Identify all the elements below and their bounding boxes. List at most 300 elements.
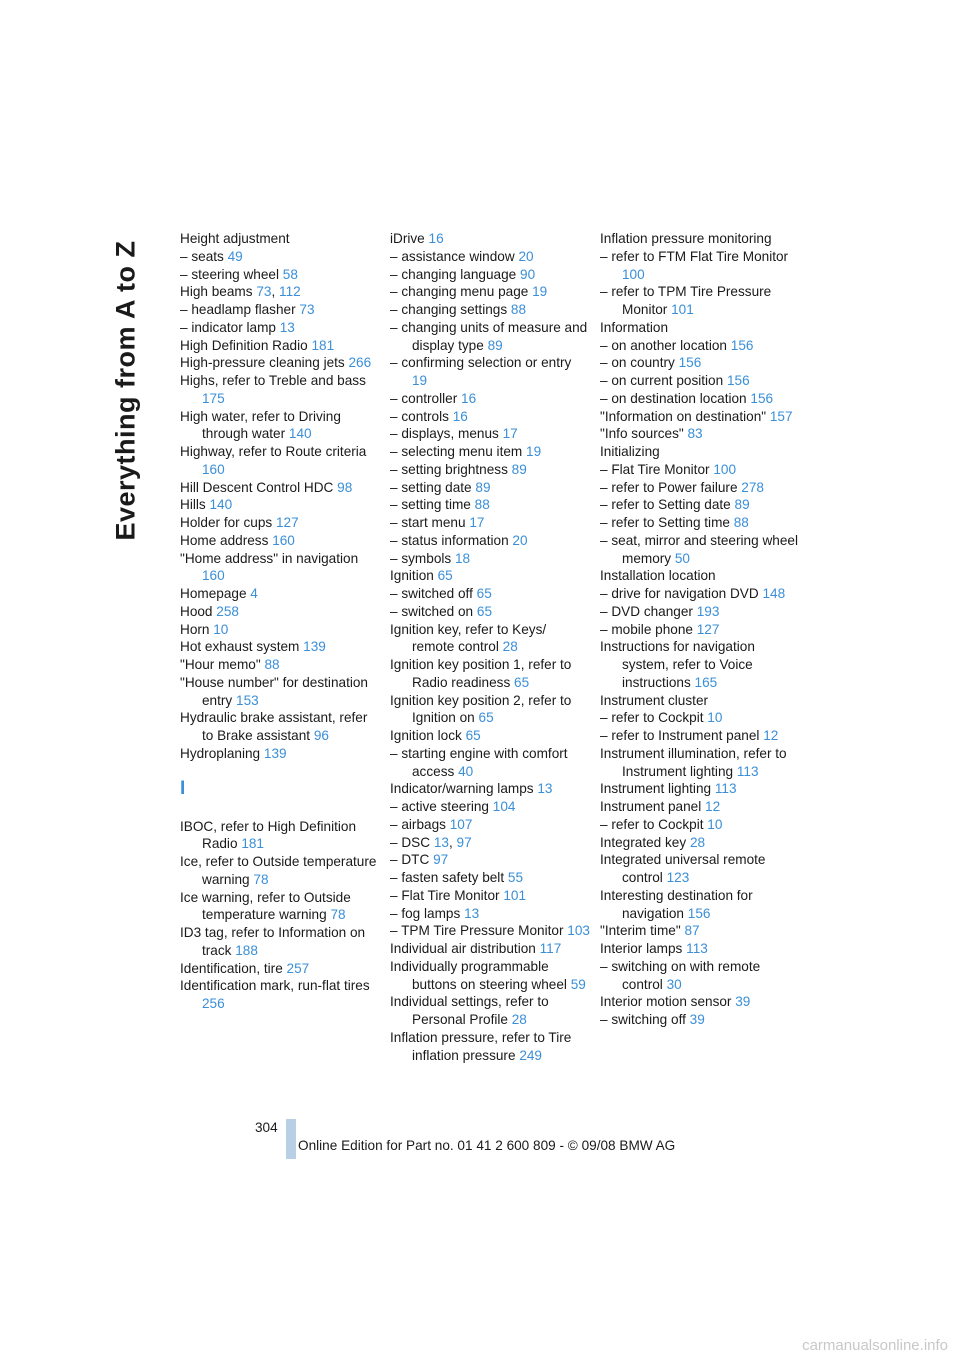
index-entry bbox=[180, 514, 380, 532]
page-ref-link[interactable]: 87 bbox=[684, 923, 700, 939]
index-entry-text: Integrated key bbox=[600, 834, 687, 850]
index-entry bbox=[390, 585, 590, 603]
index-entry bbox=[600, 834, 800, 852]
index-entry-text: – setting date bbox=[390, 479, 472, 495]
index-entry-text: Highway, refer to Route criteria bbox=[180, 444, 367, 459]
index-entry-text: Interior lamps bbox=[600, 941, 683, 956]
index-entry bbox=[180, 818, 380, 854]
index-entry bbox=[600, 851, 800, 887]
index-entry-text: – fog lamps bbox=[390, 905, 461, 921]
index-entry bbox=[180, 656, 380, 674]
page-ref-link[interactable]: 20 bbox=[518, 248, 534, 264]
index-entry-text: Hydraulic brake assistant, refer to Brake assistant bbox=[180, 710, 368, 743]
index-entry-text: – confirming selection or entry bbox=[390, 355, 572, 371]
index-entry bbox=[390, 887, 590, 905]
page-ref-link[interactable]: 153 bbox=[236, 692, 259, 708]
index-entry-text: Installation location bbox=[600, 568, 716, 584]
index-entry-text: – selecting menu item bbox=[390, 444, 523, 459]
page-ref-link[interactable]: 156 bbox=[726, 373, 750, 388]
section-title-text: Everything from A to Z bbox=[110, 239, 141, 541]
watermark: carmanualsonline.info bbox=[802, 1337, 948, 1354]
index-entry bbox=[180, 443, 380, 479]
index-entry bbox=[600, 1011, 800, 1029]
page-ref-link[interactable]: 98 bbox=[337, 479, 353, 495]
page-ref-link[interactable]: 193 bbox=[696, 603, 720, 619]
index-entry-text: High beams bbox=[180, 284, 253, 300]
index-entry bbox=[390, 727, 590, 745]
index-entry-text: "Info sources" bbox=[600, 426, 684, 442]
page-ref-link[interactable]: 18 bbox=[454, 550, 471, 566]
index-column-2 bbox=[390, 230, 590, 1064]
index-entry bbox=[600, 461, 800, 479]
index-entry bbox=[600, 798, 800, 816]
index-entry-text: "Hour memo" bbox=[180, 657, 261, 672]
page-ref-link[interactable]: 97 bbox=[456, 834, 472, 850]
index-entry-text: – setting time bbox=[390, 497, 471, 513]
index-entry bbox=[180, 496, 380, 514]
page-number: 304 bbox=[255, 1120, 278, 1135]
page-ref-link[interactable]: 100 bbox=[713, 461, 737, 477]
page-ref-link[interactable]: 148 bbox=[762, 586, 786, 601]
index-entry-text: – seat, mirror and steering wheel memory bbox=[600, 532, 798, 566]
index-entry-text: – status information bbox=[390, 532, 509, 548]
index-entry-text: Ice, refer to Outside temperature warning bbox=[180, 854, 377, 887]
page-ref-link[interactable]: 103 bbox=[567, 923, 590, 939]
index-entry-text: – DVD changer bbox=[600, 603, 693, 619]
page-ref-link[interactable]: 139 bbox=[263, 745, 287, 761]
index-entry-text: – refer to TPM Tire Pressure Monitor bbox=[600, 284, 772, 317]
page-ref-link[interactable]: 58 bbox=[282, 266, 298, 282]
page-ref-link[interactable]: 28 bbox=[511, 1012, 527, 1027]
index-entry bbox=[180, 532, 380, 550]
page-ref-link[interactable]: 28 bbox=[689, 834, 706, 850]
page-ref-link[interactable]: 266 bbox=[348, 355, 372, 371]
index-entry bbox=[390, 354, 590, 390]
index-entry-text: – start menu bbox=[390, 515, 466, 530]
letter-heading: I bbox=[180, 777, 186, 799]
index-entry bbox=[390, 621, 590, 657]
index-entry bbox=[180, 408, 380, 444]
index-entry bbox=[600, 780, 800, 798]
index-entry bbox=[390, 656, 590, 692]
index-entry-text: Ignition lock bbox=[390, 728, 462, 743]
page-ref-link[interactable]: 30 bbox=[666, 976, 682, 992]
index-entry-text: – Flat Tire Monitor bbox=[390, 887, 500, 903]
page-ref-link[interactable]: 16 bbox=[461, 390, 477, 406]
index-entry-text: – on destination location bbox=[600, 390, 747, 406]
index-entry-text: Initializing bbox=[600, 444, 660, 459]
index-entry-text: Identification mark, run-flat tires bbox=[180, 978, 370, 994]
page-ref-link[interactable]: 40 bbox=[458, 763, 474, 779]
index-entry bbox=[390, 816, 590, 834]
page-ref-link[interactable]: 78 bbox=[330, 907, 346, 923]
index-entry-text: – refer to Setting time bbox=[600, 515, 730, 530]
index-entry bbox=[600, 230, 800, 248]
index-entry bbox=[180, 248, 380, 266]
page-ref-link[interactable]: 50 bbox=[674, 550, 690, 566]
index-column-1 bbox=[180, 230, 380, 1013]
index-entry bbox=[390, 922, 590, 940]
index-entry-text: Ignition key position 2, refer to Ignition on bbox=[390, 692, 572, 726]
index-entry-text: – refer to FTM Flat Tire Monitor bbox=[600, 248, 789, 264]
page-ref-link[interactable]: 13 bbox=[433, 834, 449, 850]
index-entry-text: Hill Descent Control HDC bbox=[180, 479, 334, 495]
index-entry bbox=[600, 603, 800, 621]
page-ref-link[interactable]: 157 bbox=[769, 408, 793, 424]
page-ref-link[interactable]: 165 bbox=[694, 674, 718, 690]
page-ref-link[interactable]: 10 bbox=[213, 621, 229, 637]
index-entry-text: Indicator/warning lamps bbox=[390, 781, 534, 797]
page-ref-link[interactable]: 127 bbox=[696, 621, 720, 637]
index-entry-text: – switching off bbox=[600, 1012, 686, 1027]
index-entry bbox=[600, 337, 800, 355]
index-entry bbox=[600, 727, 800, 745]
page-ref-link[interactable]: 156 bbox=[687, 905, 711, 921]
index-entry bbox=[390, 993, 590, 1029]
index-entry bbox=[390, 692, 590, 728]
index-entry bbox=[390, 567, 590, 585]
index-entry bbox=[390, 905, 590, 923]
index-entry-text: Individually programmable buttons on steering wheel bbox=[390, 958, 567, 992]
index-entry-text: – starting engine with comfort access bbox=[390, 745, 568, 779]
index-entry-text: – changing menu page bbox=[390, 284, 529, 300]
index-entry bbox=[600, 514, 800, 532]
index-entry bbox=[600, 567, 800, 585]
index-entry bbox=[390, 514, 590, 532]
index-entry-text: – DSC bbox=[390, 834, 431, 850]
index-entry-text: High Definition Radio bbox=[180, 337, 308, 353]
index-entry-text: Identification, tire bbox=[180, 960, 283, 976]
index-entry-text: Hood bbox=[180, 603, 213, 619]
page-ref-link[interactable]: 90 bbox=[520, 266, 536, 282]
page-ref-link[interactable]: 175 bbox=[202, 390, 225, 406]
page-ref-link[interactable]: 101 bbox=[503, 887, 527, 903]
index-entry bbox=[390, 461, 590, 479]
index-entry bbox=[180, 638, 380, 656]
page-ref-link[interactable]: 258 bbox=[216, 603, 239, 619]
page-ref-link[interactable]: 65 bbox=[465, 728, 481, 743]
index-entry-text: – active steering bbox=[390, 799, 489, 814]
index-entry bbox=[390, 798, 590, 816]
index-entry bbox=[180, 479, 380, 497]
index-entry-text: High-pressure cleaning jets bbox=[180, 355, 345, 371]
index-entry-text: – refer to Setting date bbox=[600, 497, 731, 513]
page-ref-link[interactable]: 16 bbox=[428, 231, 444, 246]
index-entry-text: – changing units of measure and display type bbox=[390, 319, 588, 353]
index-entry-text: – on current position bbox=[600, 373, 724, 388]
index-entry bbox=[600, 443, 800, 461]
index-entry bbox=[600, 372, 800, 390]
page-ref-link[interactable]: 65 bbox=[437, 568, 453, 584]
index-entry-text: "Home address" in navigation bbox=[180, 550, 359, 566]
index-entry bbox=[390, 479, 590, 497]
page-ref-link[interactable]: 12 bbox=[763, 728, 779, 743]
index-entry-text: – controller bbox=[390, 390, 458, 406]
index-entry-text: – Flat Tire Monitor bbox=[600, 461, 710, 477]
page-ref-link[interactable]: 278 bbox=[741, 479, 764, 495]
index-entry bbox=[390, 408, 590, 426]
index-entry-text: Individual air distribution bbox=[390, 941, 536, 956]
index-entry-text: – indicator lamp bbox=[180, 319, 276, 335]
page-ref-link[interactable]: 89 bbox=[511, 461, 527, 477]
page-ref-link[interactable]: 13 bbox=[464, 905, 480, 921]
index-entry bbox=[600, 621, 800, 639]
footer-edition-text: Online Edition for Part no. 01 41 2 600 809 - © 09/08 BMW AG bbox=[298, 1138, 676, 1153]
page-ref-link[interactable]: 88 bbox=[733, 515, 749, 530]
page-ref-link[interactable]: 181 bbox=[311, 337, 335, 353]
index-entry bbox=[180, 550, 380, 586]
page-ref-link[interactable]: 107 bbox=[449, 816, 473, 832]
index-entry bbox=[180, 621, 380, 639]
page-ref-link[interactable]: 65 bbox=[514, 674, 530, 690]
index-entry bbox=[180, 745, 380, 763]
index-entry bbox=[390, 248, 590, 266]
index-entry bbox=[600, 390, 800, 408]
page-ref-link[interactable]: 160 bbox=[272, 532, 295, 548]
page-ref-link[interactable]: 65 bbox=[476, 586, 492, 601]
index-entry-text: – switching on with remote control bbox=[600, 958, 761, 992]
page-ref-link[interactable]: 140 bbox=[209, 497, 233, 513]
page-ref-link[interactable]: 113 bbox=[686, 941, 708, 956]
index-entry-text: Height adjustment bbox=[180, 231, 290, 246]
index-entry bbox=[600, 248, 800, 284]
index-entry-text: – switched off bbox=[390, 586, 473, 601]
index-entry-text: "House number" for destination entry bbox=[180, 674, 368, 708]
index-entry-text: – changing language bbox=[390, 266, 517, 282]
page-ref-link[interactable]: 88 bbox=[510, 302, 527, 317]
index-entry-text: Individual settings, refer to Personal Profile bbox=[390, 994, 549, 1027]
index-entry-text: Ignition key position 1, refer to Radio readiness bbox=[390, 657, 572, 690]
index-entry bbox=[600, 354, 800, 372]
index-entry-text: – drive for navigation DVD bbox=[600, 586, 759, 601]
page-ref-link[interactable]: 112 bbox=[279, 284, 301, 300]
page-ref-link[interactable]: 88 bbox=[264, 657, 280, 672]
index-entry bbox=[390, 443, 590, 461]
index-entry bbox=[600, 408, 800, 426]
page-ref-link[interactable]: 123 bbox=[666, 870, 690, 885]
index-entry-text: Integrated universal remote control bbox=[600, 852, 766, 885]
index-entry-text: – mobile phone bbox=[600, 621, 693, 637]
page-ref-link[interactable]: 139 bbox=[303, 639, 326, 655]
page-ref-link[interactable]: 101 bbox=[671, 302, 694, 317]
index-entry bbox=[390, 266, 590, 284]
index-entry-text: Ice warning, refer to Outside temperature warning bbox=[180, 889, 351, 923]
page-ref-link[interactable]: 140 bbox=[288, 426, 312, 442]
index-column-3 bbox=[600, 230, 800, 1029]
index-entry-text: Hills bbox=[180, 497, 206, 513]
index-entry-text: – controls bbox=[390, 408, 449, 424]
page-ref-link[interactable]: 4 bbox=[250, 586, 258, 601]
index-entry-text: Inflation pressure, refer to Tire inflation pressure bbox=[390, 1029, 572, 1063]
index-entry-text: – symbols bbox=[390, 550, 452, 566]
index-entry bbox=[180, 301, 380, 319]
page-ref-link[interactable]: 89 bbox=[487, 337, 503, 353]
page-ref-link[interactable]: 156 bbox=[750, 390, 774, 406]
page-ref-link[interactable]: 19 bbox=[412, 373, 428, 388]
page-ref-link[interactable]: 249 bbox=[519, 1047, 542, 1063]
page-ref-link[interactable]: 10 bbox=[707, 710, 723, 726]
page-ref-link[interactable]: 89 bbox=[734, 497, 750, 513]
index-entry bbox=[180, 960, 380, 978]
index-entry bbox=[600, 940, 800, 958]
page-ref-link[interactable]: 10 bbox=[707, 816, 723, 832]
index-entry-text: – TPM Tire Pressure Monitor bbox=[390, 923, 564, 939]
index-entry bbox=[180, 585, 380, 603]
index-entry bbox=[180, 709, 380, 745]
index-entry-text: Inflation pressure monitoring bbox=[600, 231, 772, 246]
page-ref-link[interactable]: 100 bbox=[622, 266, 645, 282]
page-ref-link[interactable]: 113 bbox=[714, 781, 737, 797]
index-entry bbox=[390, 283, 590, 301]
page-ref-link[interactable]: 39 bbox=[689, 1012, 705, 1027]
index-entry: – DSC 13, 97 bbox=[390, 834, 472, 850]
page-ref-link[interactable]: 89 bbox=[475, 479, 491, 495]
page-ref-link[interactable]: 17 bbox=[502, 426, 518, 442]
index-entry-text: Homepage bbox=[180, 586, 247, 601]
page-ref-link[interactable]: 19 bbox=[532, 284, 548, 300]
index-entry bbox=[390, 603, 590, 621]
index-entry bbox=[390, 745, 590, 781]
page-ref-link[interactable]: 12 bbox=[705, 799, 721, 814]
index-entry-text: Holder for cups bbox=[180, 515, 273, 530]
index-entry bbox=[180, 337, 380, 355]
page-ref-link[interactable]: 156 bbox=[730, 337, 754, 353]
page-ref-link[interactable]: 65 bbox=[476, 603, 493, 619]
index-entry bbox=[390, 550, 590, 568]
index-entry bbox=[180, 674, 380, 710]
page-ref-link[interactable]: 83 bbox=[687, 426, 703, 442]
index-entry-text: Instrument panel bbox=[600, 799, 702, 814]
index-entry-text: – changing settings bbox=[390, 302, 508, 317]
index-entry bbox=[180, 889, 380, 925]
index-entry-text: – headlamp flasher bbox=[180, 302, 296, 317]
index-entry-text: – refer to Cockpit bbox=[600, 710, 704, 726]
index-entry-text: – setting brightness bbox=[390, 461, 508, 477]
page-ref-link[interactable]: 17 bbox=[469, 515, 485, 530]
index-entry-text: Instructions for navigation system, refer to Voice instructions bbox=[600, 639, 755, 690]
index-entry-text: Highs, refer to Treble and bass bbox=[180, 373, 366, 388]
index-entry bbox=[390, 319, 590, 355]
index-entry bbox=[600, 319, 800, 337]
index-entry-text: – refer to Power failure bbox=[600, 479, 738, 495]
index-entry bbox=[180, 266, 380, 284]
page-ref-link[interactable]: 188 bbox=[235, 942, 258, 958]
index-entry-text: Interior motion sensor bbox=[600, 994, 732, 1010]
index-entry bbox=[180, 354, 380, 372]
index-entry-text: Hydroplaning bbox=[180, 745, 261, 761]
index-entry bbox=[390, 780, 590, 798]
index-entry-text: – refer to Instrument panel bbox=[600, 728, 760, 743]
page-ref-link[interactable]: 65 bbox=[478, 710, 494, 726]
index-entry bbox=[390, 496, 590, 514]
page-ref-link[interactable]: 127 bbox=[275, 515, 299, 530]
index-entry-text: Information bbox=[600, 319, 669, 335]
index-entry bbox=[600, 532, 800, 568]
page-ref-link[interactable]: 256 bbox=[202, 996, 225, 1011]
page-ref-link[interactable]: 39 bbox=[735, 994, 751, 1010]
page-ref-link[interactable]: 96 bbox=[313, 728, 329, 743]
index-entry-text: IBOC, refer to High Definition Radio bbox=[180, 818, 357, 852]
index-entry-text: – assistance window bbox=[390, 248, 515, 264]
page-ref-link[interactable]: 59 bbox=[570, 976, 586, 992]
index-entry-text: – switched on bbox=[390, 603, 474, 619]
index-entry bbox=[600, 425, 800, 443]
page-ref-link[interactable]: 73 bbox=[299, 302, 315, 317]
page-ref-link[interactable]: 78 bbox=[253, 871, 269, 887]
index-entry-text: Ignition bbox=[390, 568, 434, 584]
index-entry bbox=[180, 924, 380, 960]
index-entry bbox=[180, 372, 380, 408]
index-entry bbox=[390, 851, 590, 869]
page-ref-link[interactable]: 20 bbox=[512, 532, 528, 548]
index-entry-text: – fasten safety belt bbox=[390, 870, 505, 885]
page-ref-link[interactable]: 117 bbox=[539, 941, 562, 956]
page-ref-link[interactable]: 160 bbox=[202, 461, 225, 477]
index-entry bbox=[390, 940, 590, 958]
page-ref-link[interactable]: 19 bbox=[526, 444, 542, 459]
page-ref-link[interactable]: 13 bbox=[279, 319, 295, 335]
page-ref-link[interactable]: 156 bbox=[678, 355, 702, 371]
index-entry-text: – seats bbox=[180, 248, 224, 264]
page-ref-link[interactable]: 257 bbox=[286, 960, 310, 976]
index-entry-text: – displays, menus bbox=[390, 426, 499, 442]
page-ref-link[interactable]: 97 bbox=[433, 852, 449, 868]
page-ref-link[interactable]: 113 bbox=[736, 763, 759, 779]
index-entry bbox=[600, 496, 800, 514]
index-entry bbox=[390, 425, 590, 443]
index-entry bbox=[600, 993, 800, 1011]
index-entry bbox=[600, 638, 800, 691]
index-entry-text: High water, refer to Driving through water bbox=[180, 408, 341, 442]
page-ref-link[interactable]: 55 bbox=[507, 870, 524, 885]
index-entry bbox=[600, 692, 800, 710]
index-entry bbox=[180, 977, 380, 1013]
page-ref-link[interactable]: 104 bbox=[492, 799, 516, 814]
index-entry-text: "Interim time" bbox=[600, 923, 681, 939]
index-entry bbox=[600, 709, 800, 727]
index-entry-text: Ignition key, refer to Keys/ remote control bbox=[390, 621, 547, 655]
index-entry bbox=[600, 958, 800, 994]
index-entry-text: – refer to Cockpit bbox=[600, 816, 704, 832]
index-entry bbox=[390, 869, 590, 887]
index-entry bbox=[600, 922, 800, 940]
index-entry-text: – on country bbox=[600, 355, 675, 371]
page-ref-link[interactable]: 49 bbox=[227, 248, 243, 264]
page-ref-link[interactable]: 160 bbox=[202, 568, 225, 584]
index-entry bbox=[600, 585, 800, 603]
page-ref-link[interactable]: 73 bbox=[256, 284, 272, 300]
index-entry-text: iDrive bbox=[390, 231, 425, 246]
index-entry bbox=[180, 853, 380, 889]
page-ref-link[interactable]: 28 bbox=[502, 639, 518, 655]
page-ref-link[interactable]: 13 bbox=[537, 781, 553, 797]
index-entry bbox=[180, 603, 380, 621]
index-entry bbox=[600, 887, 800, 923]
index-entry bbox=[180, 319, 380, 337]
index-entry-text: Interesting destination for navigation bbox=[600, 887, 753, 921]
index-entry-text: – steering wheel bbox=[180, 266, 279, 282]
index-entry-text: Hot exhaust system bbox=[180, 639, 300, 655]
index-entry-text: Instrument illumination, refer to Instrument lighting bbox=[600, 745, 787, 779]
page-ref-link[interactable]: 16 bbox=[452, 408, 468, 424]
index-entry bbox=[390, 390, 590, 408]
index-entry-text: – on another location bbox=[600, 337, 727, 353]
page-ref-link[interactable]: 181 bbox=[241, 836, 264, 852]
page-ref-link[interactable]: 88 bbox=[474, 497, 490, 513]
footer-accent-bar bbox=[286, 1119, 296, 1159]
index-entry: High beams 73, 112 bbox=[180, 284, 301, 300]
index-entry bbox=[390, 532, 590, 550]
